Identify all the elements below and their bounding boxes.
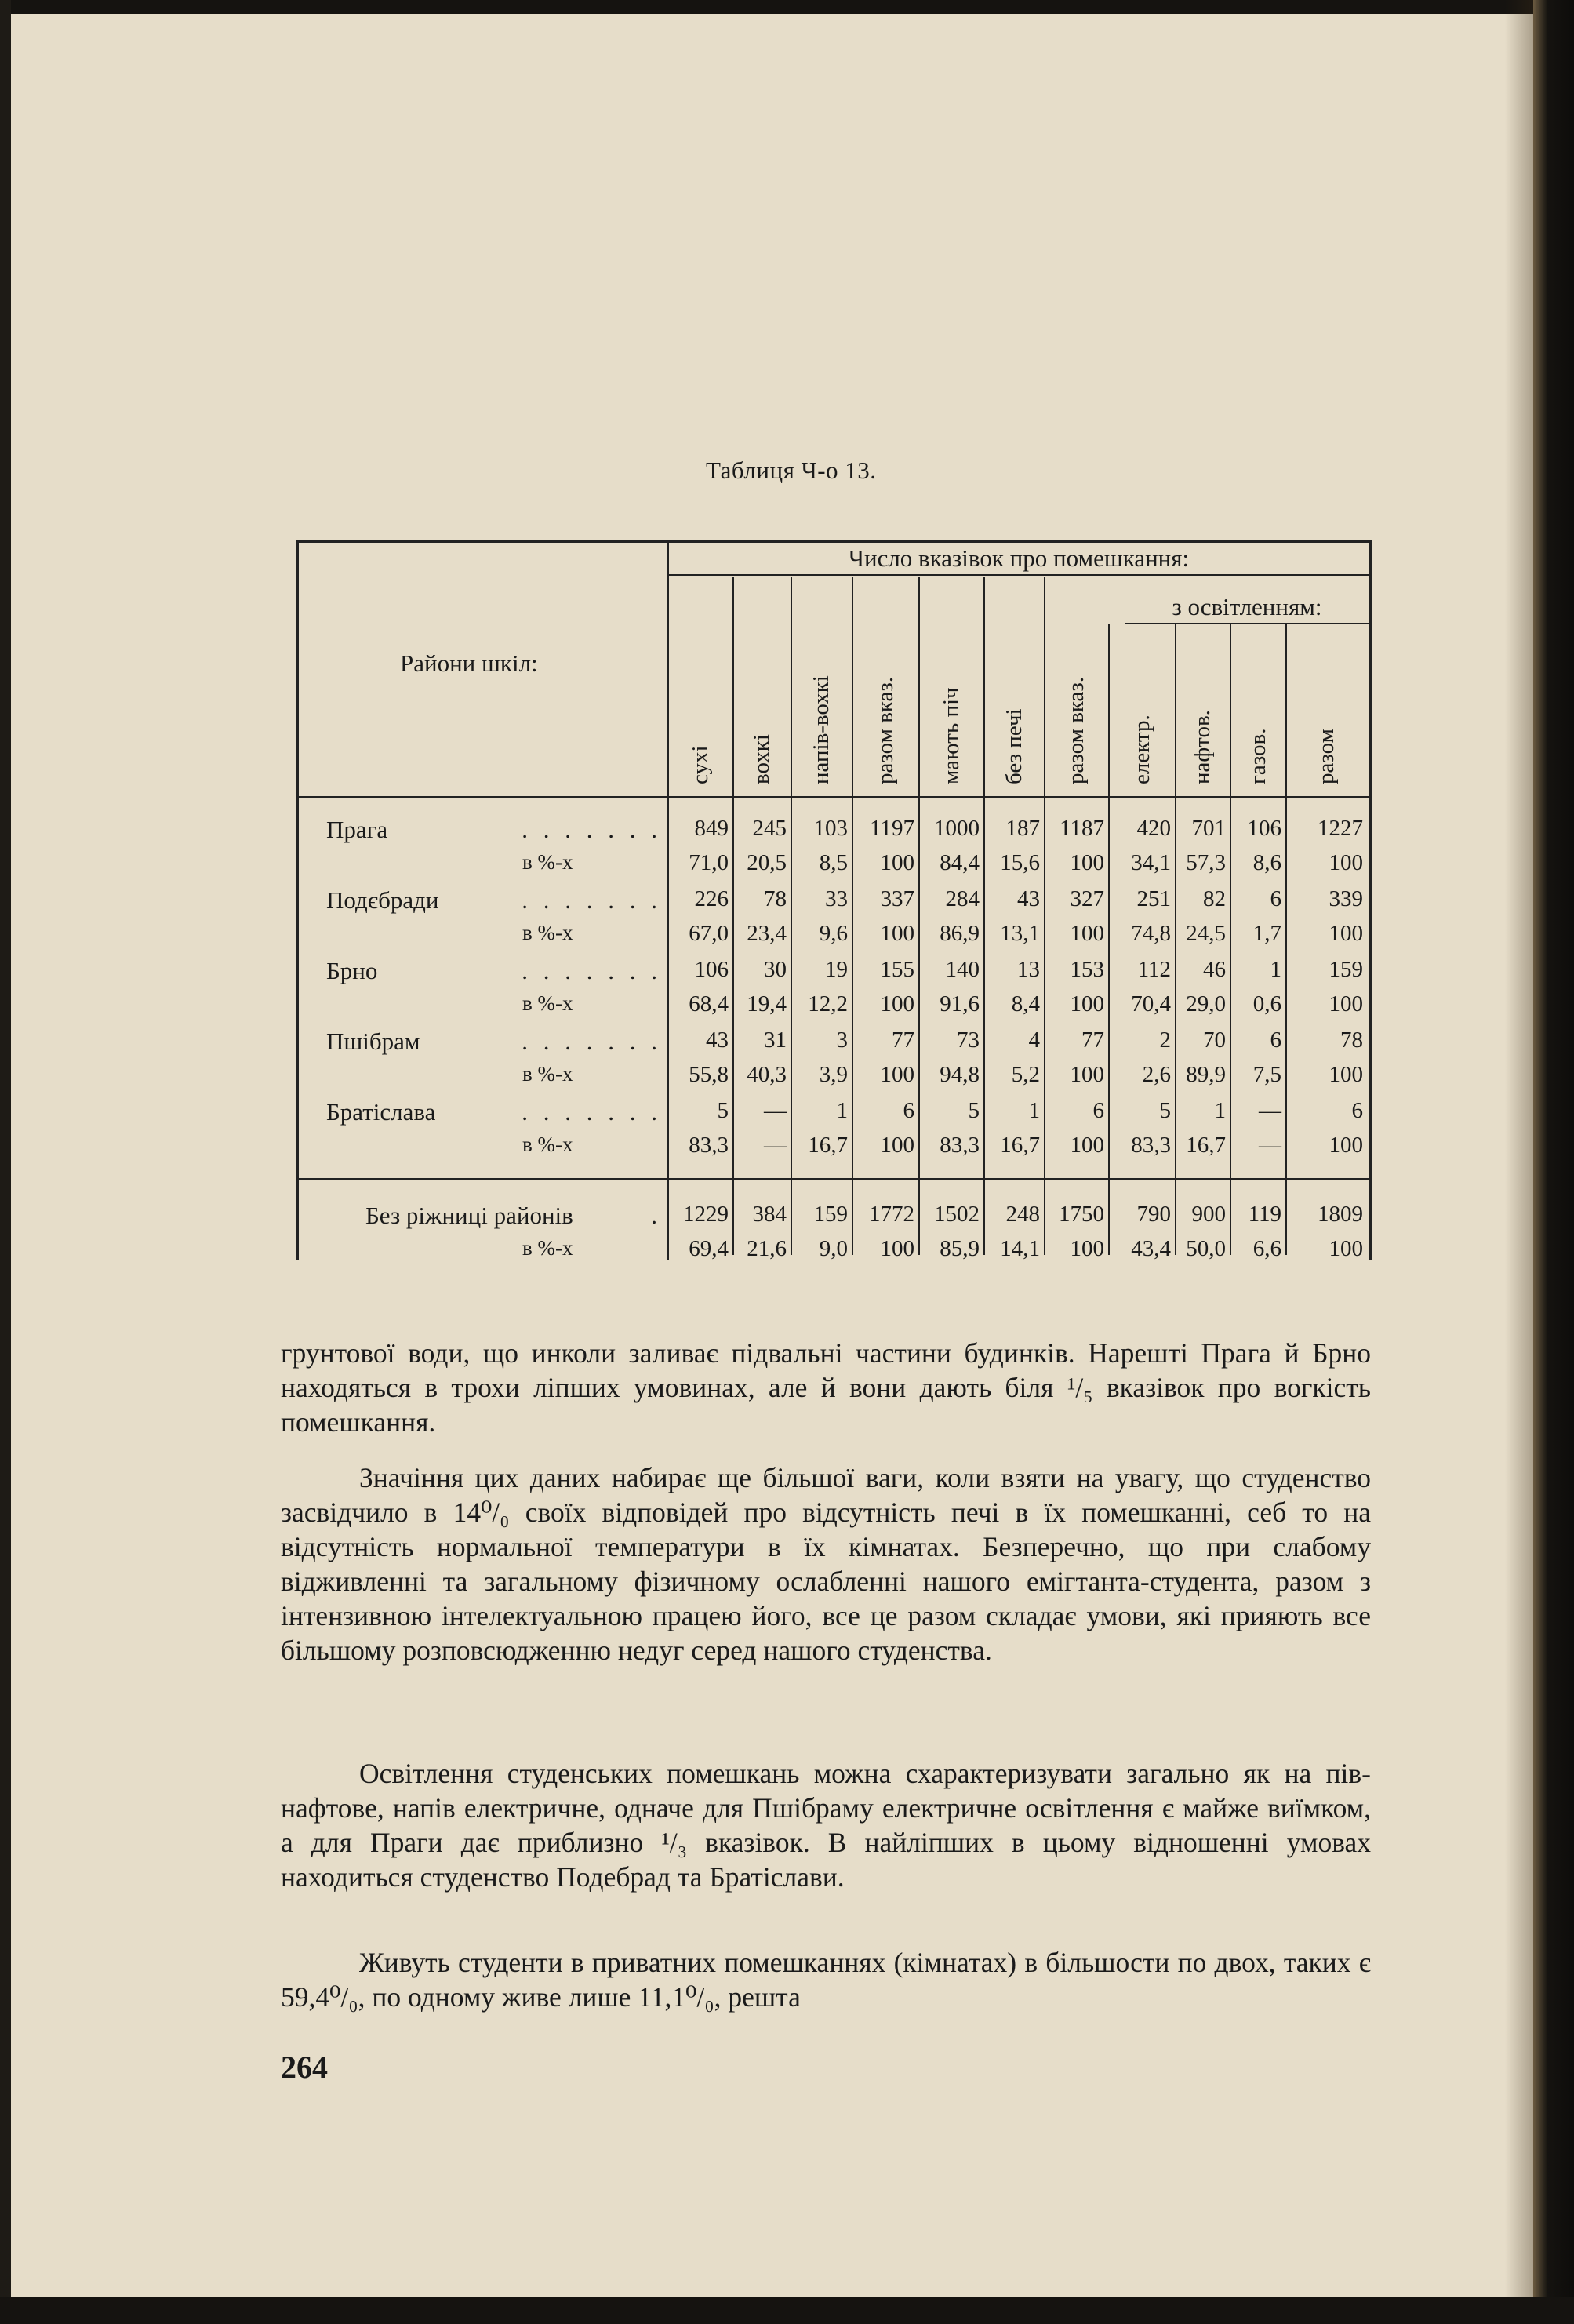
light-header-rule [1125,623,1369,624]
cell-percent: 83,3 [689,1133,729,1158]
cell-count: 1750 [1059,1202,1104,1227]
column-divider [732,577,734,1255]
row-label: Без ріжниці районів [365,1202,573,1229]
column-header: нафтов. [1190,710,1215,784]
cell-count: 6 [1351,1098,1363,1123]
cell-percent: 16,7 [1000,1133,1040,1158]
header-bottom-rule [296,796,1371,798]
cell-count: 2 [1159,1027,1171,1053]
cell-percent: 8,5 [819,850,848,875]
cell-count: 78 [1340,1027,1363,1053]
cell-percent: 100 [1070,1062,1104,1087]
cell-count: 5 [968,1098,980,1123]
cell-count: 159 [813,1202,848,1227]
cell-count: — [764,1098,787,1123]
column-divider [1230,624,1231,1255]
cell-count: 5 [717,1098,729,1123]
cell-count: 112 [1137,957,1171,982]
group-header: Число вказівок про помешкання: [848,544,1190,572]
cell-count: 849 [694,816,729,841]
cell-count: 1227 [1318,816,1363,841]
cell-count: 1 [1028,1098,1040,1123]
cell-count: 30 [764,957,787,982]
cell-percent: 100 [880,921,914,946]
cell-count: 1809 [1318,1202,1363,1227]
cell-count: 339 [1329,886,1363,911]
cell-count: 106 [1247,816,1281,841]
cell-count: 790 [1136,1202,1171,1227]
column-header: сухі [687,745,713,784]
row-sublabel: в %-х [522,921,573,944]
table-rule-top [296,540,1371,543]
cell-percent: — [764,1133,787,1158]
row-label: Прага [326,816,388,843]
cell-count: 1197 [870,816,914,841]
cell-percent: 68,4 [689,991,729,1017]
cell-percent: 23,4 [747,921,787,946]
statistics-table [290,533,1372,1263]
cell-percent: 100 [1070,991,1104,1017]
cell-count: 155 [880,957,914,982]
cell-percent: 8,4 [1011,991,1040,1017]
cell-percent: 15,6 [1000,850,1040,875]
cell-percent: 70,4 [1131,991,1171,1017]
cell-count: 337 [880,886,914,911]
cell-percent: 83,3 [1131,1133,1171,1158]
row-sublabel: в %-х [522,1062,573,1086]
cell-count: 245 [752,816,787,841]
table-left-border [296,540,299,1260]
dot-leader: . . . . . . . [522,816,662,843]
cell-count: 1187 [1060,816,1104,841]
cell-percent: 29,0 [1186,991,1226,1017]
cell-percent: 85,9 [940,1236,980,1261]
column-header: вохкі [749,734,774,784]
cell-percent: 13,1 [1000,921,1040,946]
cell-percent: 100 [880,1062,914,1087]
column-header: електр. [1129,715,1154,784]
cell-count: 3 [836,1027,848,1053]
cell-count: 82 [1203,886,1226,911]
cell-percent: 100 [880,1236,914,1261]
cell-percent: 24,5 [1186,921,1226,946]
column-header: разом [1314,729,1339,784]
column-header: разом вказ. [1063,676,1089,784]
stub-divider [667,540,669,1260]
column-divider [1175,624,1176,1255]
row-sublabel: в %-х [522,1133,573,1156]
cell-percent: 100 [1329,921,1363,946]
cell-percent: 7,5 [1252,1062,1281,1087]
cell-percent: 100 [1070,850,1104,875]
cell-percent: 74,8 [1131,921,1171,946]
column-divider [918,577,920,1255]
cell-percent: 100 [880,1133,914,1158]
dot-leader: . . . . . . . [522,1098,662,1126]
cell-count: 78 [764,886,787,911]
cell-percent: 19,4 [747,991,787,1017]
row-label: Подєбради [326,886,439,914]
cell-count: 5 [1159,1098,1171,1123]
cell-percent: 86,9 [940,921,980,946]
cell-percent: 43,4 [1131,1236,1171,1261]
cell-percent: 9,0 [819,1236,848,1261]
cell-count: 106 [694,957,729,982]
row-label: Братіслава [326,1098,436,1126]
cell-count: 13 [1017,957,1040,982]
page-gutter-shadow [1505,0,1533,2324]
cell-percent: 100 [1329,1133,1363,1158]
cell-count: 6 [1092,1098,1104,1123]
cell-percent: 9,6 [819,921,848,946]
scan-border-left [0,0,11,2324]
cell-count: 900 [1191,1202,1226,1227]
dot-leader: . . . . . . . [522,886,662,914]
cell-percent: 16,7 [808,1133,848,1158]
cell-percent: 16,7 [1186,1133,1226,1158]
paragraph-1: грунтової води, що инколи заливає підвальні частини будинків. Нарешті Прага й Брно находяться в трохи ліпших умовинах, але й вони дають біля ¹/₅ вказівок про вогкість помешкання. [281,1337,1371,1438]
column-divider [791,577,792,1255]
group-header-rule [668,574,1369,576]
column-divider [1108,624,1110,1255]
column-header: без печі [1001,708,1027,784]
column-header: газов. [1245,728,1270,784]
cell-percent: 21,6 [747,1236,787,1261]
cell-count: 77 [892,1027,914,1053]
dot-leader: . . . . . . . [522,1027,662,1055]
row-sublabel: в %-х [522,850,573,874]
light-header: з освітленням: [1172,593,1322,620]
cell-count: 1 [1270,957,1281,982]
cell-count: 701 [1191,816,1226,841]
table-caption: Таблиця Ч-о 13. [706,456,877,484]
paragraph-4: Живуть студенти в приватних помешканнях (кімнатах) в більшости по двох, таких є 59,4⁰/₀, по одному живе лише 11,1⁰/₀, решта [281,1947,1371,2013]
cell-percent: 12,2 [808,991,848,1017]
cell-count: 6 [1270,886,1281,911]
cell-percent: 3,9 [819,1062,848,1087]
cell-count: 73 [957,1027,980,1053]
cell-count: 103 [813,816,848,841]
paragraph-2: Значіння цих даних набирає ще більшої ваги, коли взяти на увагу, що студенство засвідчило в 14⁰/₀ своїх відповідей про відсутність печі в їх помешканні, себ то на відсутність нормальної температури в їх кімнатах. Безперечно, що при слабому відживленні та загальному фізичному ослабленні нашого емігтанта-студента, разом з інтензивною інтелектуальною працею його, все це разом складає умови, які прияють все більшому розповсюдженню недуг серед нашого студенства. [281,1462,1371,1666]
cell-percent: 20,5 [747,850,787,875]
cell-count: 159 [1329,957,1363,982]
column-header: мають піч [938,687,964,784]
cell-percent: 6,6 [1252,1236,1281,1261]
cell-count: 6 [1270,1027,1281,1053]
cell-percent: 94,8 [940,1062,980,1087]
cell-percent: 71,0 [689,850,729,875]
cell-count: 43 [706,1027,729,1053]
cell-count: 1000 [934,816,980,841]
cell-count: 226 [694,886,729,911]
column-divider [1044,577,1045,1255]
column-divider [983,577,985,1255]
dot-leader: . . . . . . . [522,957,662,984]
cell-count: 1502 [934,1202,980,1227]
cell-percent: 100 [1329,1062,1363,1087]
cell-percent: 67,0 [689,921,729,946]
cell-percent: 100 [1329,991,1363,1017]
cell-percent: — [1259,1133,1281,1158]
cell-count: 43 [1017,886,1040,911]
cell-count: 1229 [683,1202,729,1227]
cell-percent: 100 [880,991,914,1017]
cell-count: 4 [1028,1027,1040,1053]
column-header: разом вказ. [872,676,898,784]
scan-border-right [1533,0,1574,2324]
dot-leader: . [651,1202,662,1229]
cell-percent: 89,9 [1186,1062,1226,1087]
cell-count: 384 [752,1202,787,1227]
cell-percent: 5,2 [1011,1062,1040,1087]
cell-count: 19 [825,957,848,982]
row-sublabel: в %-х [522,1236,573,1260]
cell-count: 77 [1081,1027,1104,1053]
cell-count: 1 [1214,1098,1226,1123]
scan-border-bottom [0,2297,1574,2324]
row-label: Пшібрам [326,1027,420,1055]
cell-count: 153 [1070,957,1104,982]
cell-count: 284 [945,886,980,911]
total-separator-rule [296,1178,1371,1180]
cell-percent: 55,8 [689,1062,729,1087]
cell-count: 70 [1203,1027,1226,1053]
cell-percent: 8,6 [1252,850,1281,875]
cell-percent: 69,4 [689,1236,729,1261]
cell-count: 420 [1136,816,1171,841]
cell-count: 248 [1005,1202,1040,1227]
cell-count: 187 [1005,816,1040,841]
cell-percent: 14,1 [1000,1236,1040,1261]
cell-percent: 0,6 [1252,991,1281,1017]
scan-border-top [0,0,1574,14]
paragraph-3: Освітлення студенських помешкань можна схарактеризувати загально як на пів-нафтове, напів електричне, одначе для Пшібраму електричне освітлення є майже виїмком, а для Праги дає приблизно ¹/₃ вказівок. В найліпших в цьому відношенні умовах находиться студенство Подебрад та Братіслави. [281,1758,1371,1893]
cell-percent: 84,4 [940,850,980,875]
cell-percent: 100 [1329,850,1363,875]
cell-percent: 57,3 [1186,850,1226,875]
cell-percent: 83,3 [940,1133,980,1158]
cell-percent: 100 [1070,1236,1104,1261]
cell-count: 1 [836,1098,848,1123]
cell-count: 33 [825,886,848,911]
cell-count: 327 [1070,886,1104,911]
cell-count: 6 [903,1098,914,1123]
table-right-border [1369,540,1372,1260]
column-header: напів-вохкі [809,675,834,784]
cell-count: 1772 [869,1202,914,1227]
cell-percent: 91,6 [940,991,980,1017]
cell-percent: 100 [880,850,914,875]
cell-count: 46 [1203,957,1226,982]
stub-header: Райони шкіл: [400,649,538,677]
cell-percent: 100 [1070,921,1104,946]
cell-percent: 1,7 [1252,921,1281,946]
page-number: 264 [281,2049,328,2085]
cell-percent: 40,3 [747,1062,787,1087]
cell-count: 251 [1136,886,1171,911]
column-divider [1285,624,1287,1255]
column-divider [852,577,853,1255]
row-sublabel: в %-х [522,991,573,1015]
cell-percent: 50,0 [1186,1236,1226,1261]
cell-count: — [1259,1098,1281,1123]
cell-count: 31 [764,1027,787,1053]
cell-percent: 100 [1329,1236,1363,1261]
cell-count: 140 [945,957,980,982]
cell-percent: 2,6 [1142,1062,1171,1087]
cell-percent: 34,1 [1131,850,1171,875]
cell-percent: 100 [1070,1133,1104,1158]
cell-count: 119 [1248,1202,1281,1227]
row-label: Брно [326,957,378,984]
